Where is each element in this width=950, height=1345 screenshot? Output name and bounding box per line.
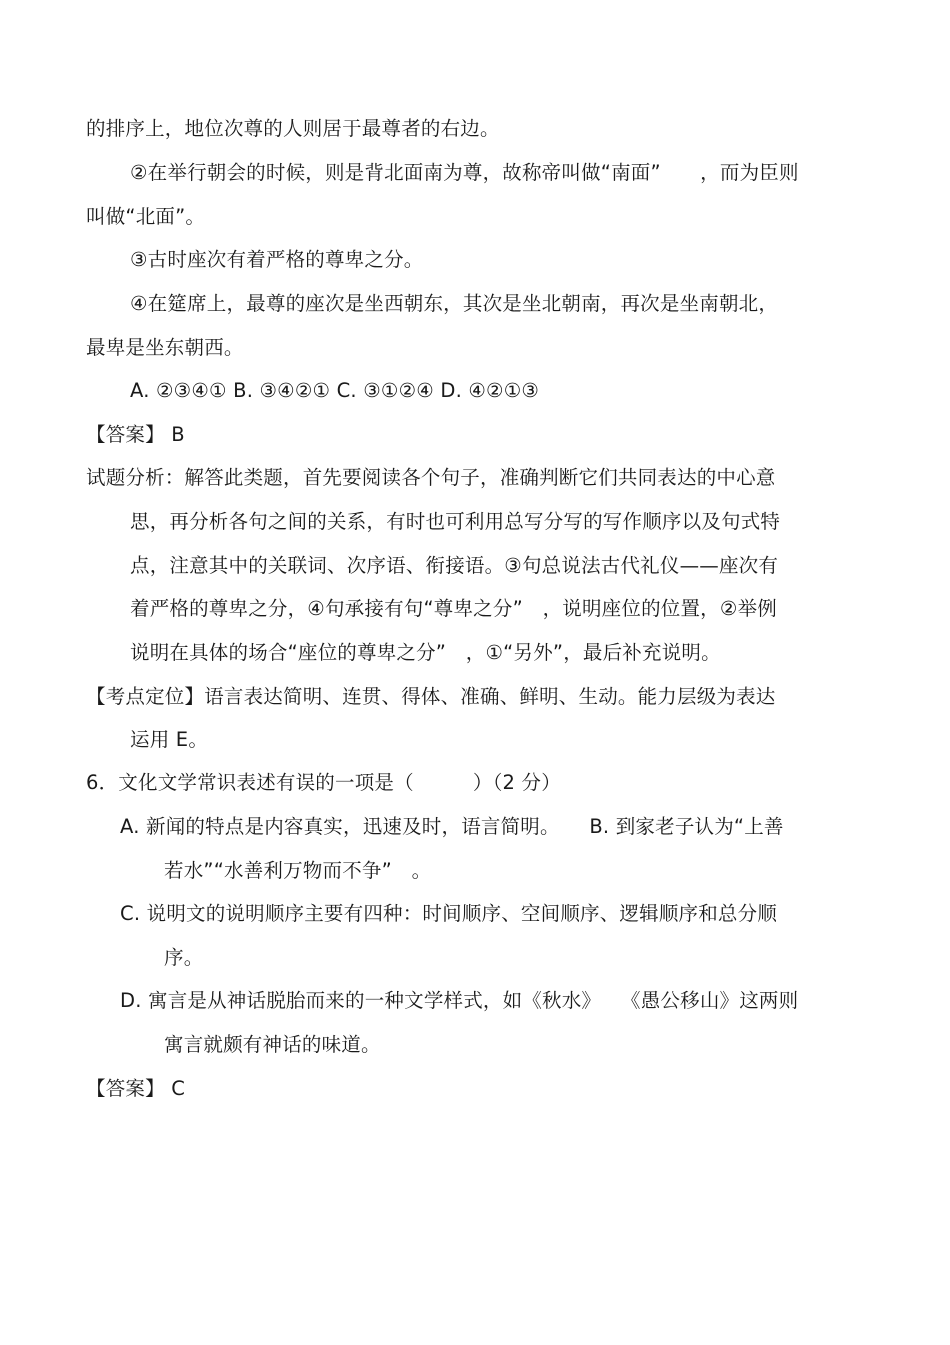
question-title: 6．文化文学常识表述有误的一项是（ ）（2 分） <box>86 771 561 794</box>
option-line: A. 新闻的特点是内容真实，迅速及时，语言简明。 B. 到家老子认为“上善 <box>120 815 784 838</box>
option-line: D. 寓言是从神话脱胎而来的一种文学样式，如《秋水》 《愚公移山》这两则 <box>120 989 799 1012</box>
answer-options: A. ②③④① B. ③④②① C. ③①②④ D. ④②①③ <box>130 379 540 402</box>
option-line: 寓言就颇有神话的味道。 <box>164 1033 381 1056</box>
analysis-line: 试题分析：解答此类题，首先要阅读各个句子，准确判断它们共同表达的中心意 <box>86 466 776 489</box>
text-line: ②在举行朝会的时候，则是背北面南为尊，故称帝叫做“南面” ，而为臣则 <box>130 161 799 184</box>
option-line: 序。 <box>164 946 204 969</box>
key-point-line: 【考点定位】语言表达简明、连贯、得体、准确、鲜明、生动。能力层级为表达 <box>86 685 776 708</box>
key-point-line: 运用 E。 <box>130 728 209 751</box>
analysis-line: 着严格的尊卑之分，④句承接有句“尊卑之分” ，说明座位的位置，②举例 <box>130 597 777 620</box>
answer-line: 【答案】 B <box>86 423 185 446</box>
text-line: 的排序上，地位次尊的人则居于最尊者的右边。 <box>86 117 500 140</box>
analysis-line: 说明在具体的场合“座位的尊卑之分” ，①“另外”，最后补充说明。 <box>130 641 721 664</box>
option-line: C. 说明文的说明顺序主要有四种：时间顺序、空间顺序、逻辑顺序和总分顺 <box>120 902 778 925</box>
analysis-line: 思，再分析各句之间的关系，有时也可利用总写分写的写作顺序以及句式特 <box>130 510 781 533</box>
analysis-line: 点，注意其中的关联词、次序语、衔接语。③句总说法古代礼仪——座次有 <box>130 554 779 577</box>
text-line: ③古时座次有着严格的尊卑之分。 <box>130 248 424 271</box>
text-line: 最卑是坐东朝西。 <box>86 336 244 359</box>
text-line: ④在筵席上，最尊的座次是坐西朝东，其次是坐北朝南，再次是坐南朝北， <box>130 292 779 315</box>
text-line: 叫做“北面”。 <box>86 205 206 228</box>
answer-line: 【答案】 C <box>86 1077 186 1100</box>
option-line: 若水”“水善利万物而不争” 。 <box>164 859 432 882</box>
